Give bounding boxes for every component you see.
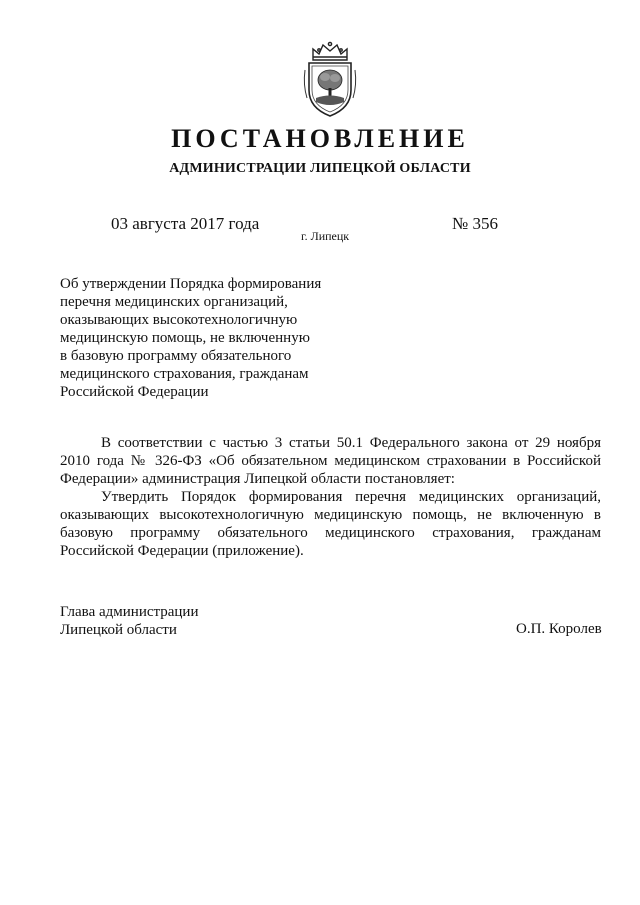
lipetsk-coat-of-arms-icon — [301, 40, 359, 120]
issuing-authority: АДМИНИСТРАЦИИ ЛИПЕЦКОЙ ОБЛАСТИ — [169, 161, 471, 176]
document-date: 03 августа 2017 года — [111, 214, 260, 233]
signatory-position-line: Глава администрации — [60, 604, 199, 620]
body-paragraph-preamble: В соответствии с частью 3 статьи 50.1 Федерального закона от 29 ноября 2010 года № 326-ФЗ «Об обязательном медицинском страховании в Российской Федерации» администрация Липецкой области постановляет: — [60, 435, 601, 487]
subject-line: Об утверждении Порядка формирования — [60, 276, 322, 292]
subject-line: перечня медицинских организаций, — [60, 294, 288, 310]
subject-line: медицинского страхования, гражданам — [60, 366, 309, 382]
document-subject — [60, 275, 360, 401]
document-number: № 356 — [452, 214, 498, 233]
signatory-name: О.П. Королев — [516, 621, 602, 637]
subject-line: Российской Федерации — [60, 384, 209, 400]
subject-line: оказывающих высокотехнологичную — [60, 312, 298, 328]
signatory-position-line: Липецкой области — [60, 622, 177, 638]
signatory-position — [60, 603, 198, 639]
subject-line: в базовую программу обязательного — [60, 348, 292, 364]
subject-line: медицинскую помощь, не включенную — [60, 330, 310, 346]
body-paragraph-resolution: Утвердить Порядок формирования перечня медицинских организаций, оказывающих высокотехнологичную медицинскую помощь, не включенную в базовую программу обязательного медицинского страхования, гражданам Российской Федерации (приложение). — [60, 489, 601, 559]
document-title: ПОСТАНОВЛЕНИЕ — [171, 124, 469, 153]
document-body — [60, 434, 601, 560]
document-city: г. Липецк — [301, 229, 350, 243]
